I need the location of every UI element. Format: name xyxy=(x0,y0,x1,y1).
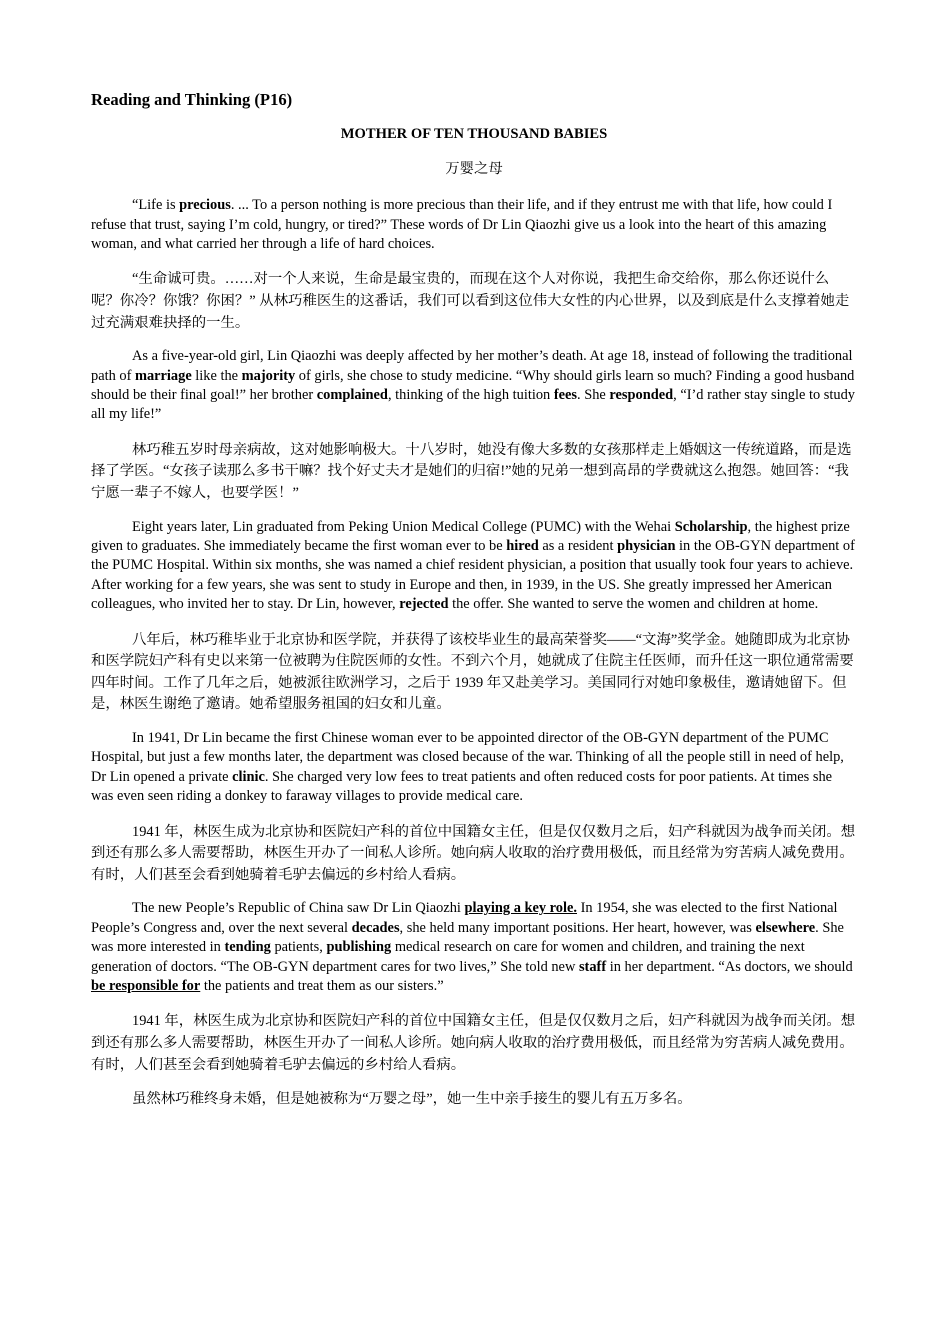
chinese-paragraph xyxy=(91,630,857,716)
text-run: . She was more interested in xyxy=(91,919,844,956)
vocab-word: majority xyxy=(241,367,296,384)
text-run: in the OB-GYN department of the PUMC Hospital. Within six months, she was named a chief resident physician, a position that usually took four years to achieve. After working for a few years, she was sent to study in Europe and then, in 1939, in the US. She greatly impressed her American colleagues, who invited her to stay. Dr Lin, however, xyxy=(91,538,855,613)
english-paragraph xyxy=(91,899,857,996)
text-run: In 1941, Dr Lin became the first Chinese woman ever to be appointed director of the OB-GYN department of the PUMC Hospital, but just a few months later, the department was closed because of the war. Thinking of all the people still in need of help, Dr Lin opened a private xyxy=(91,730,844,785)
vocab-word: staff xyxy=(578,958,607,975)
text-run: The new People’s Republic of China saw Dr Lin Qiaozhi xyxy=(132,900,465,917)
article-subtitle: 万婴之母 xyxy=(445,160,503,177)
text-run: of girls, she chose to study medicine. “Why should girls learn so much? Finding a good husband should be their final goal!” her brother xyxy=(91,367,855,404)
english-paragraph xyxy=(91,196,857,254)
text-run: the patients and treat them as our sisters.” xyxy=(200,978,444,995)
vocab-word: decades xyxy=(351,919,400,936)
vocab-word: hired xyxy=(506,538,539,555)
text-run: 1941 年，林医生成为北京协和医院妇产科的首位中国籍女主任，但是仅仅数月之后，妇产科就因为战争而关闭。想到还有那么多人需要帮助，林医生开办了一间私人诊所。她向病人收取的治疗费用极低，而且经常为穷苦病人减免费用。有时，人们甚至会看到她骑着毛驴去偏远的乡村给人看病。 xyxy=(91,1013,856,1073)
document-page xyxy=(91,90,857,1124)
chinese-paragraph xyxy=(91,822,857,887)
vocab-word: tending xyxy=(224,939,271,956)
vocab-word: marriage xyxy=(134,367,192,384)
vocab-word: elsewhere xyxy=(755,919,816,936)
english-paragraph xyxy=(91,347,857,425)
text-run: . She xyxy=(577,387,610,404)
text-run: 八年后，林巧稚毕业于北京协和医学院，并获得了该校毕业生的最高荣誉奖——“文海”奖学金。她随即成为北京协和医学院妇产科有史以来第一位被聘为住院医师的女性。不到六个月，她就成了住院主任医师，而升任这一职位通常需要四年时间。工作了几年之后，她被派往欧洲学习，之后于 1939 年又赴美学习。美国同行对她印象极佳，邀请她留下。但是，林医生谢绝了邀请。她希望服务祖国的妇女和儿童。 xyxy=(91,631,854,713)
text-run: the offer. She wanted to serve the women and children at home. xyxy=(448,596,819,613)
text-run: As a five-year-old girl, Lin Qiaozhi was deeply affected by her mother’s death. At age 18, instead of following the traditional path of xyxy=(91,348,853,384)
text-run: , “I’d rather stay single to study all my life!” xyxy=(91,387,855,423)
text-run: , the highest prize given to graduates. She immediately became the first woman ever to be xyxy=(91,518,850,555)
text-run: 虽然林巧稚终身未婚，但是她被称为“万婴之母”，她一生中亲手接生的婴儿有五万多名。 xyxy=(132,1091,692,1108)
text-run: “生命诚可贵。……对一个人来说，生命是最宝贵的，而现在这个人对你说，我把生命交给你，那么你还说什么呢？你冷？你饿？你困？” 从林巧稚医生的这番话，我们可以看到这位伟大女性的内心世界，以及到底是什么支撑着她走过充满艰难抉择的一生。 xyxy=(91,271,850,331)
key-phrase: playing a key role. xyxy=(464,900,577,917)
text-run: as a resident xyxy=(538,538,618,555)
vocab-word: fees xyxy=(553,387,578,404)
text-run: patients, xyxy=(270,939,327,956)
english-paragraph xyxy=(91,729,857,807)
chinese-paragraph xyxy=(91,1011,857,1076)
chinese-paragraph xyxy=(91,1089,857,1111)
text-run: in her department. “As doctors, we should xyxy=(606,958,853,975)
vocab-word: precious xyxy=(179,197,231,214)
article-body xyxy=(91,196,857,1111)
vocab-word: publishing xyxy=(326,939,392,956)
text-run: like the xyxy=(191,367,242,384)
key-phrase: be responsible for xyxy=(91,978,201,995)
vocab-word: responded xyxy=(609,387,674,404)
english-paragraph xyxy=(91,518,857,615)
text-run: , thinking of the high tuition xyxy=(387,387,554,404)
text-run: “Life is xyxy=(132,197,180,214)
vocab-word: clinic xyxy=(232,768,265,785)
text-run: medical research on care for women and children, and training the next generation of doctors. “The OB-GYN department cares for two lives,” She told new xyxy=(91,939,805,975)
text-run: , she held many important positions. Her heart, however, was xyxy=(399,919,756,936)
vocab-word: complained xyxy=(316,387,388,404)
chinese-paragraph xyxy=(91,440,857,505)
vocab-word: rejected xyxy=(399,596,449,613)
chinese-paragraph xyxy=(91,269,857,334)
text-run: In 1954, she was elected to the first National People’s Congress and, over the next several xyxy=(91,900,838,936)
article-title: MOTHER OF TEN THOUSAND BABIES xyxy=(340,126,608,143)
text-run: . She charged very low fees to treat patients and often reduced costs for poor patients. At times she was even seen riding a donkey to faraway villages to provide medical care. xyxy=(91,768,833,805)
text-run: 林巧稚五岁时母亲病故，这对她影响极大。十八岁时，她没有像大多数的女孩那样走上婚姻这一传统道路，而是选择了学医。“女孩子读那么多书干嘛？找个好丈夫才是她们的归宿!”她的兄弟一想到高昂的学费就这么抱怨。她回答：“我宁愿一辈子不嫁人，也要学医！” xyxy=(91,441,852,502)
section-heading: Reading and Thinking (P16) xyxy=(91,90,293,109)
text-run: Eight years later, Lin graduated from Peking Union Medical College (PUMC) with the Wehai xyxy=(132,518,675,535)
text-run: 1941 年，林医生成为北京协和医院妇产科的首位中国籍女主任，但是仅仅数月之后，妇产科就因为战争而关闭。想到还有那么多人需要帮助，林医生开办了一间私人诊所。她向病人收取的治疗费用极低，而且经常为穷苦病人减免费用。有时，人们甚至会看到她骑着毛驴去偏远的乡村给人看病。 xyxy=(91,823,856,883)
text-run: . ... To a person nothing is more precious than their life, and if they entrust me with that life, how could I refuse that trust, saying I’m cold, hungry, or tired?” These words of Dr Lin Qiaozhi give us a look into the heart of this amazing woman, and what carried her through a life of hard choices. xyxy=(91,197,833,253)
vocab-word: Scholarship xyxy=(674,518,748,535)
vocab-word: physician xyxy=(617,538,676,555)
